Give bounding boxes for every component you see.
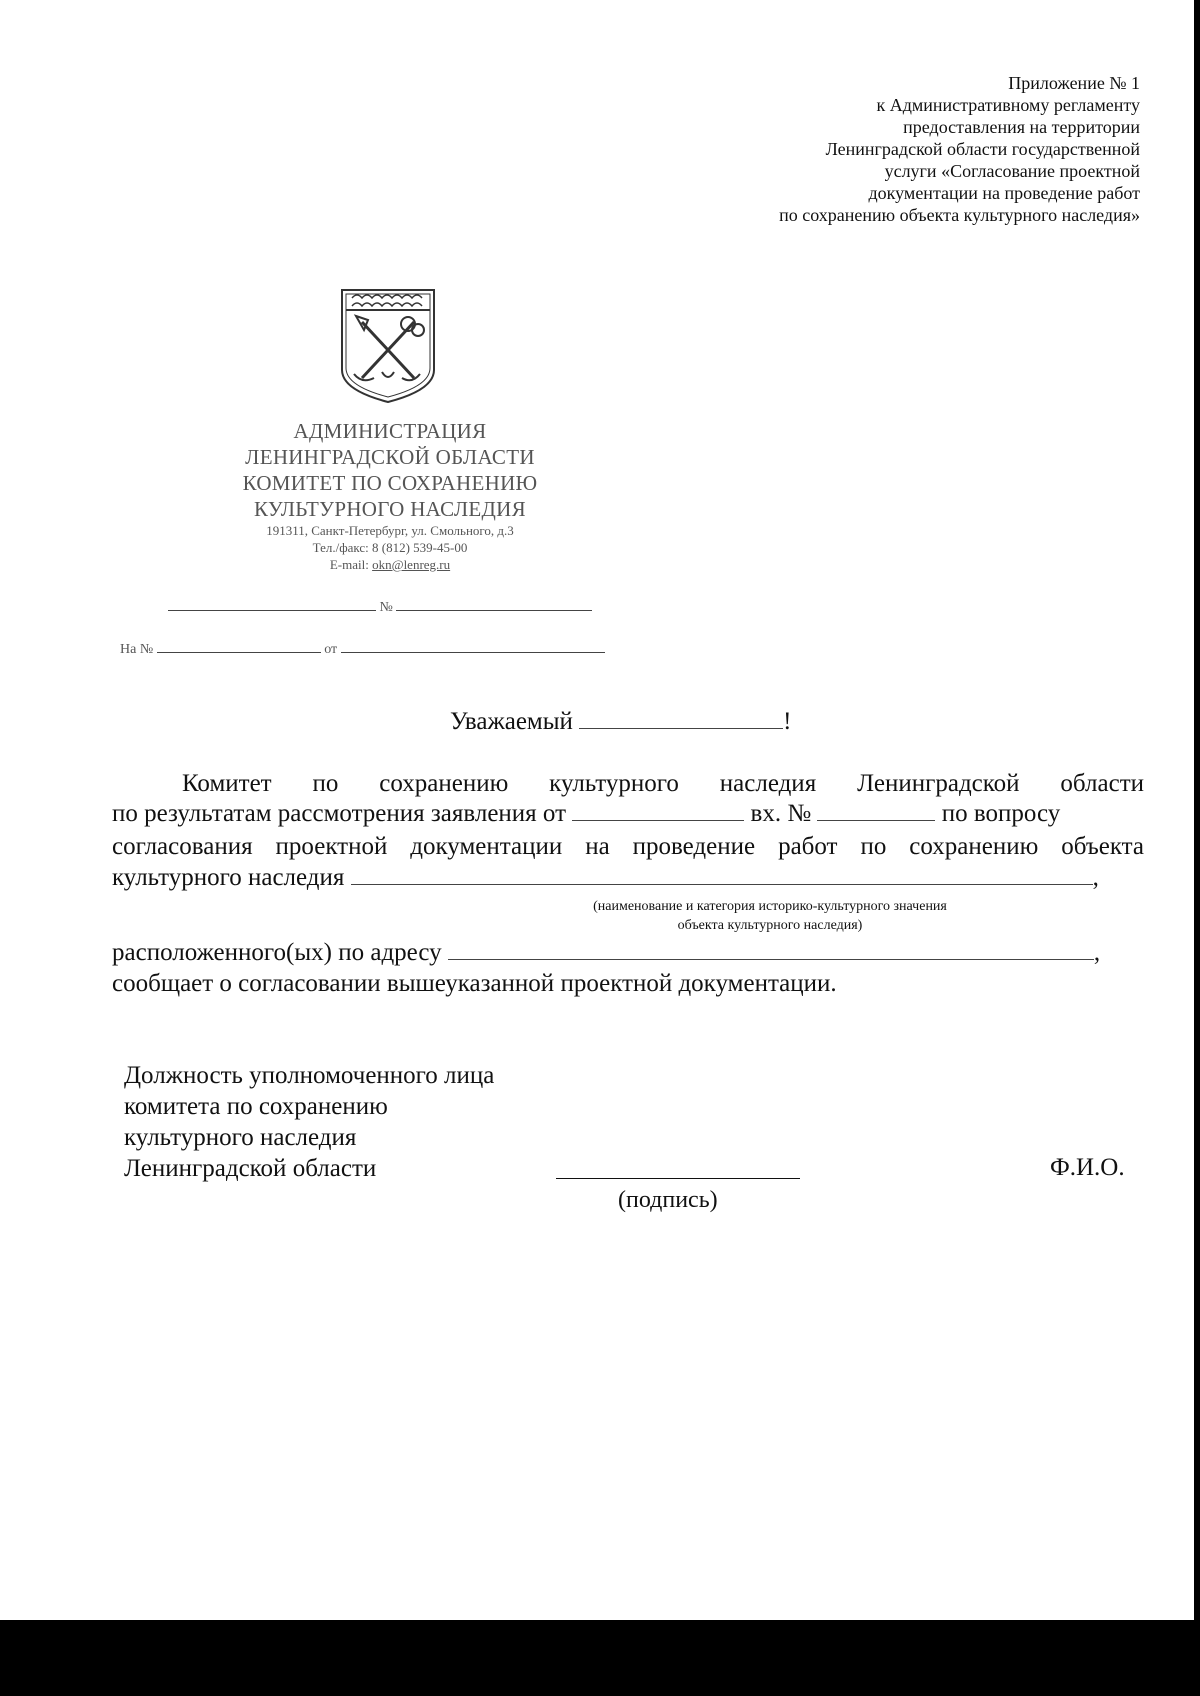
address-blank [448,959,1094,960]
outgoing-number-row [168,600,592,616]
signature-blank [556,1178,800,1179]
body-text: расположенного(ых) по адресу [112,939,442,966]
outgoing-date-blank [168,610,376,611]
scan-edge [1194,0,1200,1620]
appendix-line: документации на проведение работ [868,183,1140,203]
number-sign: № [379,600,393,615]
body-text: Комитет по сохранению культурного наследия Ленинградской области [182,770,1144,797]
appendix-line: к Административному регламенту [876,95,1140,115]
org-address: 191311, Санкт-Петербург, ул. Смольного, д.3 [266,523,514,538]
body-text: по вопросу [941,800,1061,827]
appendix-line: Ленинградской области государственной [825,139,1140,159]
appendix-line: предоставления на территории [903,117,1140,137]
salutation-end: ! [783,708,792,735]
org-phone: Тел./факс: 8 (812) 539-45-00 [312,540,468,555]
salutation [450,708,792,736]
field-caption [480,897,1060,935]
heritage-object-blank [351,884,1093,885]
org-name-line: ЛЕНИНГРАДСКОЙ ОБЛАСТИ [245,445,535,469]
organization-letterhead [190,418,590,573]
reply-reference-row [120,642,605,658]
scan-border [0,1620,1200,1696]
appendix-block [779,72,1140,226]
body-text: культурного наследия [112,864,345,891]
position-line: культурного наследия [124,1124,357,1151]
email-link[interactable]: okn@lenreg.ru [372,557,451,572]
coat-of-arms-icon [336,286,440,406]
salutation-text: Уважаемый [450,708,573,735]
letter-paragraph-line: согласования проектной документации на проведение работ по сохранению объекта [112,833,1144,860]
caption-line: (наименование и категория историко-культурного значения [593,899,947,914]
incoming-number-blank [817,820,935,821]
org-name-line: КОМИТЕТ ПО СОХРАНЕНИЮ [242,471,538,495]
outgoing-number-blank [396,610,592,611]
letter-paragraph-line: сообщает о согласовании вышеуказанной проектной документации. [112,970,837,997]
position-line: комитета по сохранению [124,1093,388,1120]
body-text: по результатам рассмотрения заявления от [112,800,567,827]
org-email [190,556,590,573]
reply-number-label: На № [120,642,154,657]
body-text: вх. № [750,800,812,827]
reply-date-blank [341,652,605,653]
signatory-name: Ф.И.О. [1050,1154,1125,1181]
reply-number-blank [157,652,321,653]
position-line: Ленинградской области [124,1155,377,1182]
org-name-line: КУЛЬТУРНОГО НАСЛЕДИЯ [254,497,526,521]
org-name-line: АДМИНИСТРАЦИЯ [293,419,487,443]
letter-paragraph-line: расположенного(ых) по адресу , [112,939,1101,966]
signatory-position [124,1060,494,1184]
signature-caption: (подпись) [618,1187,718,1213]
appendix-line: по сохранению объекта культурного наследия» [779,205,1140,225]
application-date-blank [572,820,744,821]
appendix-line: Приложение № 1 [1008,73,1140,93]
reply-date-label: от [324,642,338,657]
caption-line: объекта культурного наследия) [677,918,863,933]
letter-paragraph-line [112,798,1144,829]
letter-paragraph-line [112,768,1144,799]
letter-paragraph-line: культурного наследия , [112,864,1099,891]
addressee-blank [579,728,783,729]
position-line: Должность уполномоченного лица [124,1062,495,1089]
email-label: E-mail: [329,557,373,572]
appendix-line: услуги «Согласование проектной [884,161,1140,181]
